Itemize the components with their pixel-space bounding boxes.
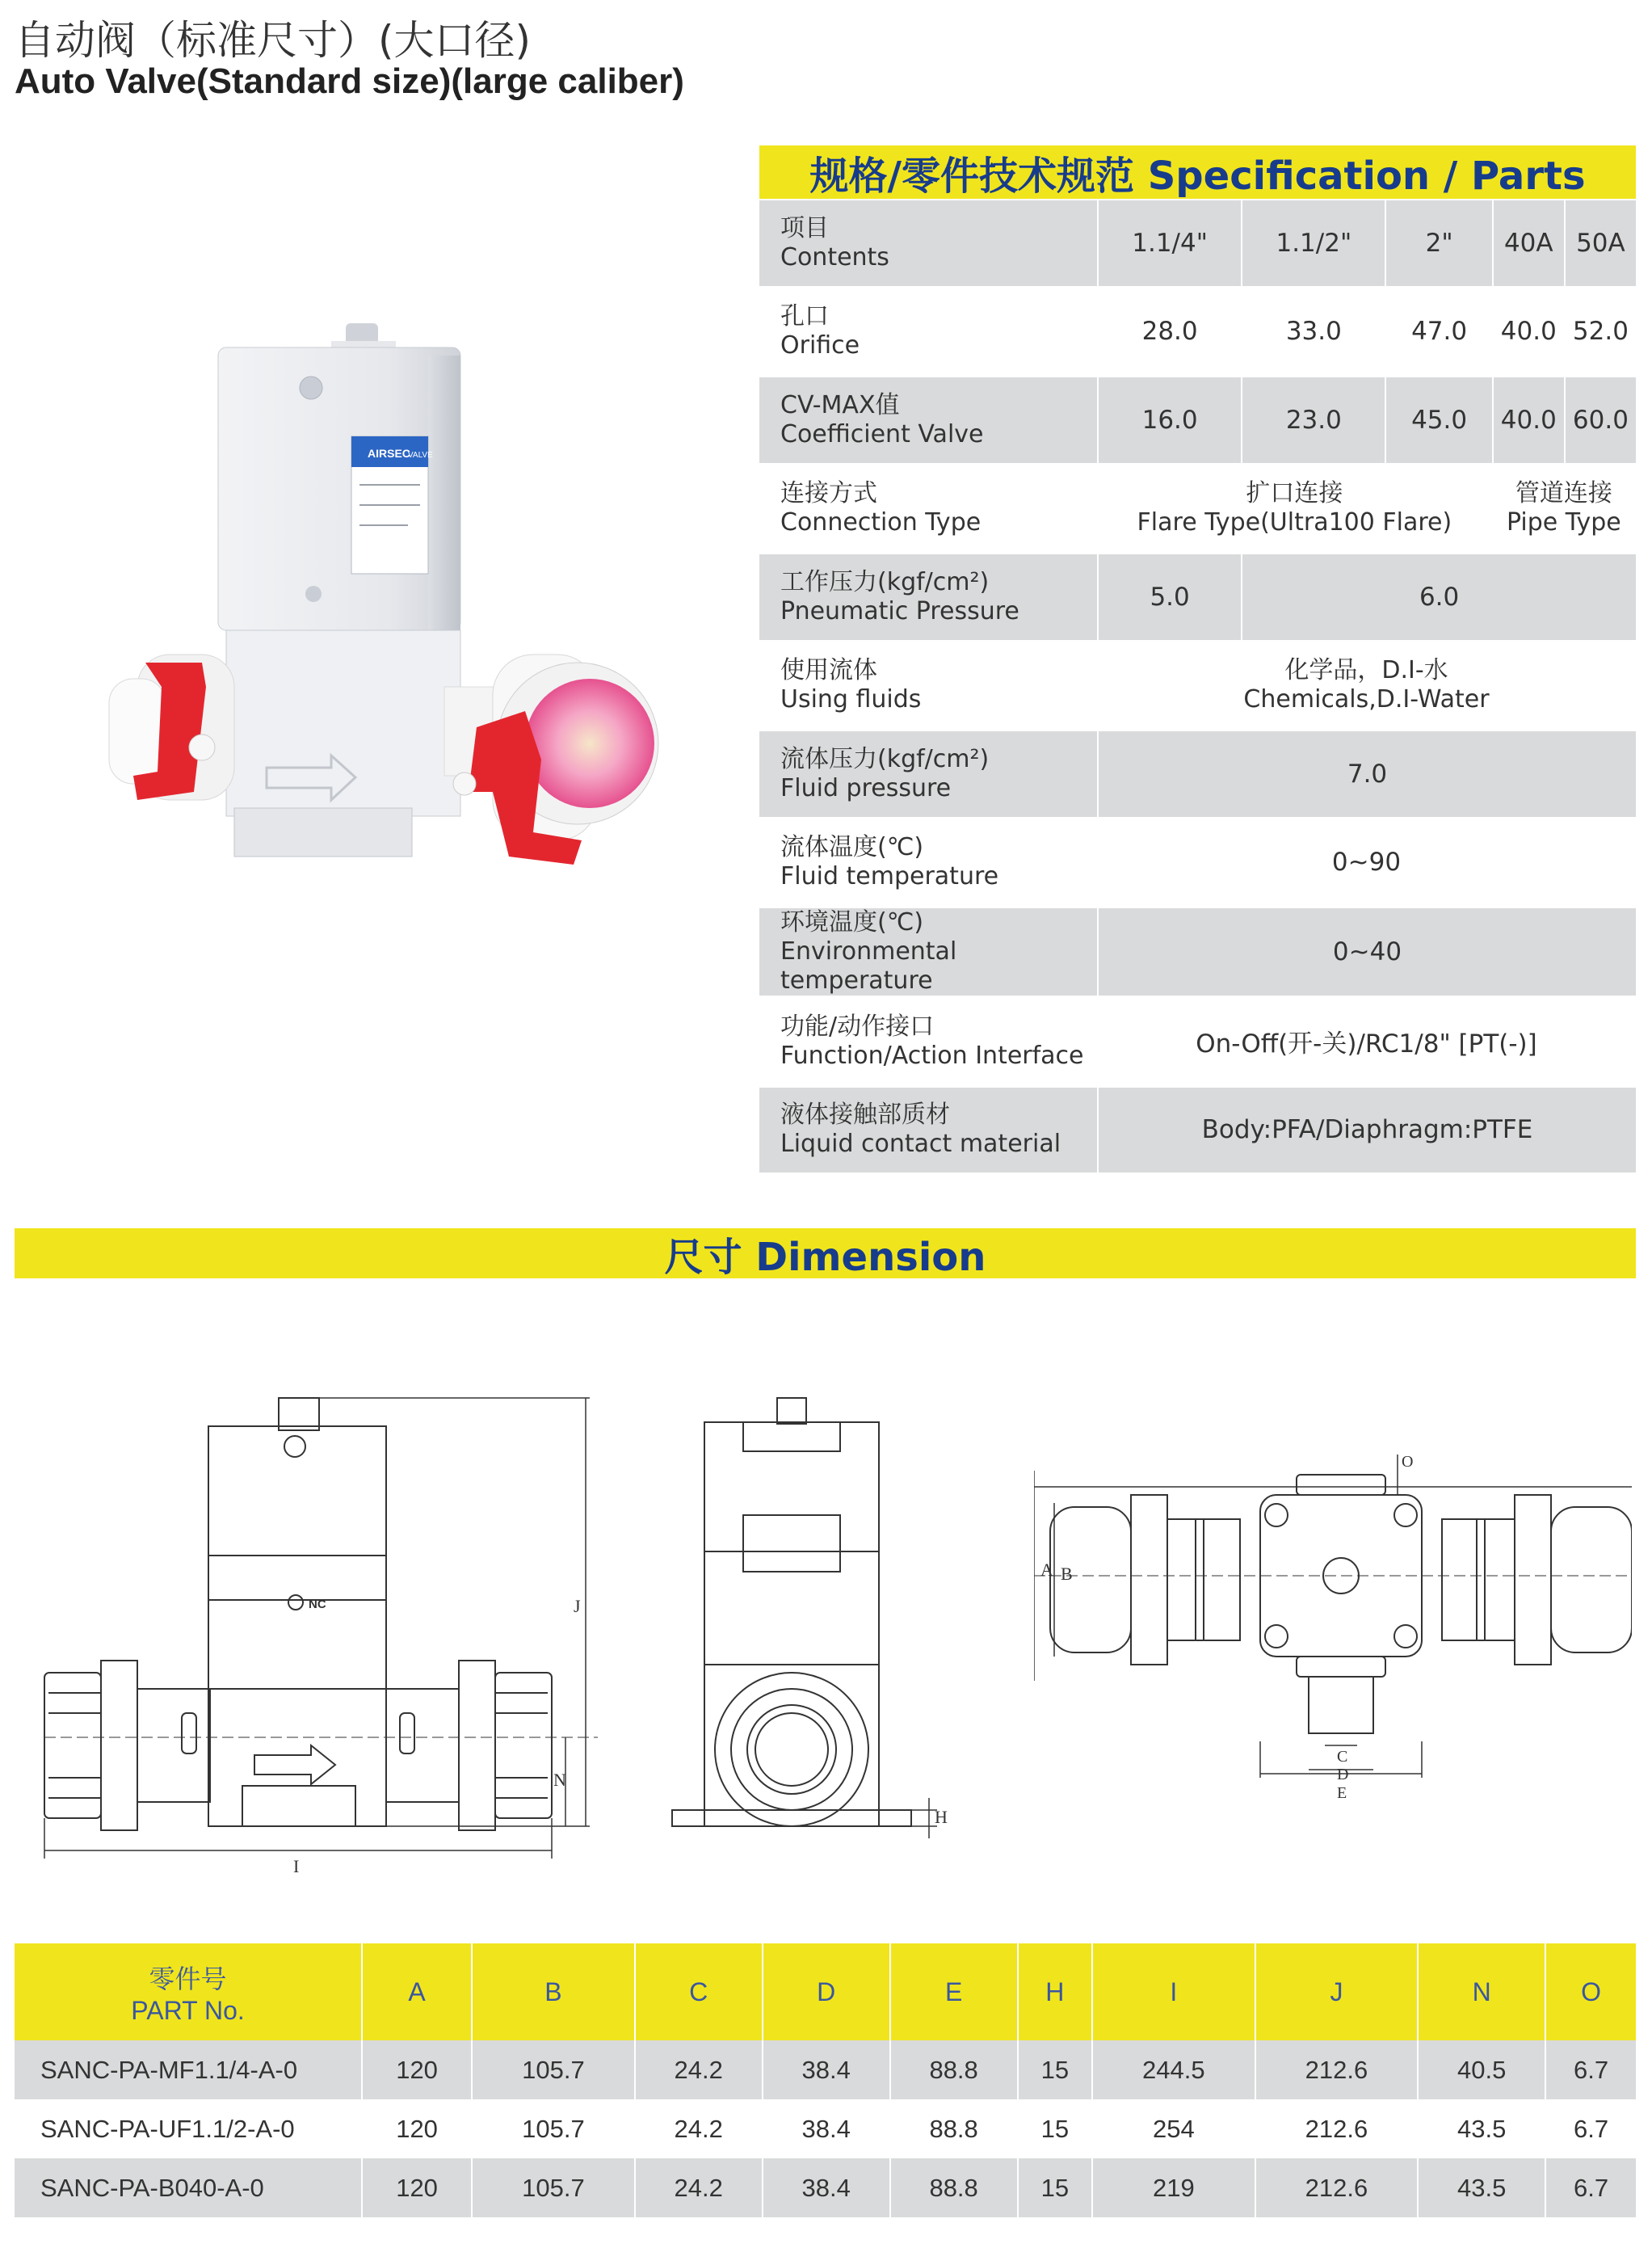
table-row — [15, 2040, 1636, 2099]
table-cell: 38.4 — [763, 2158, 890, 2217]
table-cell: 244.5 — [1092, 2040, 1255, 2099]
table-cell: 88.8 — [890, 2099, 1018, 2158]
spec-cell: 6.0 — [1241, 554, 1636, 643]
spec-label-cn: 功能/动作接口 — [780, 1012, 935, 1041]
spec-cell: 60.0 — [1564, 377, 1636, 466]
table-cell: 24.2 — [635, 2099, 763, 2158]
table-cell: 6.7 — [1545, 2040, 1636, 2099]
spec-label — [759, 289, 1097, 378]
spec-row-env-temp — [759, 908, 1636, 999]
spec-cell: 0~90 — [1097, 820, 1636, 909]
spec-cell: 52.0 — [1564, 289, 1636, 378]
table-cell: 88.8 — [890, 2040, 1018, 2099]
parts-header-col: E — [890, 1943, 1018, 2040]
spec-cell: 7.0 — [1097, 731, 1636, 820]
spec-label-en: Using fluids — [780, 685, 922, 714]
spec-cell: 5.0 — [1097, 554, 1241, 643]
spec-label-cn: 液体接触部质材 — [780, 1101, 950, 1130]
spec-label-cn: CV-MAX值 — [780, 390, 900, 419]
table-cell: 212.6 — [1255, 2099, 1419, 2158]
parts-header-col: D — [763, 1943, 890, 2040]
spec-label-cn: 孔口 — [780, 302, 829, 331]
spec-label — [759, 908, 1097, 999]
spec-cell: 40.0 — [1492, 289, 1564, 378]
part-number: SANC-PA-MF1.1/4-A-0 — [15, 2040, 362, 2099]
spec-heading: 规格/零件技术规范 Specification / Parts — [759, 145, 1636, 199]
spec-label-en: Environmental temperature — [780, 937, 957, 995]
spec-label-cn: 流体压力(kgf/cm²) — [780, 744, 990, 773]
spec-cell: 40A — [1492, 200, 1564, 289]
table-row — [15, 2099, 1636, 2158]
nc-label: NC — [309, 1598, 326, 1611]
spec-cell — [1097, 643, 1636, 732]
parts-header-col: O — [1545, 1943, 1636, 2040]
spec-label-en: Orifice — [780, 331, 860, 360]
spec-label-cn: 连接方式 — [780, 479, 877, 508]
parts-header-part — [15, 1943, 362, 2040]
photo-brand-label: AIRSEC — [368, 447, 410, 460]
top-view-drawing — [1034, 1325, 1632, 1875]
table-cell: 105.7 — [472, 2099, 635, 2158]
dim-label-I: I — [293, 1856, 300, 1875]
table-cell: 88.8 — [890, 2158, 1018, 2217]
part-number: SANC-PA-B040-A-0 — [15, 2158, 362, 2217]
spec-label-en: Liquid contact material — [780, 1130, 1061, 1159]
spec-value-en: Pipe Type — [1507, 508, 1621, 537]
spec-cell: 0~40 — [1097, 908, 1636, 999]
spec-label — [759, 1088, 1097, 1177]
spec-row-pneumatic — [759, 554, 1636, 643]
parts-header-cn: 零件号 — [149, 1963, 227, 1994]
spec-value-cn: 化学品，D.I-水 — [1284, 656, 1448, 685]
spec-cell: 2" — [1385, 200, 1491, 289]
product-photo — [89, 307, 703, 921]
spec-cell: 40.0 — [1492, 377, 1564, 466]
table-cell: 38.4 — [763, 2099, 890, 2158]
spec-value-cn: 管道连接 — [1515, 479, 1612, 508]
table-cell: 6.7 — [1545, 2099, 1636, 2158]
table-cell: 43.5 — [1418, 2099, 1545, 2158]
spec-label-en: Fluid temperature — [780, 862, 999, 891]
dim-label-O: O — [1402, 1453, 1414, 1471]
spec-cell: 1.1/4" — [1097, 200, 1241, 289]
spec-cell: 50A — [1564, 200, 1636, 289]
table-cell: 219 — [1092, 2158, 1255, 2217]
spec-table — [759, 200, 1636, 1176]
spec-label — [759, 466, 1097, 555]
part-number: SANC-PA-UF1.1/2-A-0 — [40, 2114, 295, 2143]
spec-label-en: Function/Action Interface — [780, 1041, 1084, 1070]
spec-label-cn: 环境温度(℃) — [780, 908, 924, 937]
table-cell: 15 — [1018, 2158, 1092, 2217]
spec-cell: On-Off(开-关)/RC1/8" [PT(-)] — [1097, 999, 1636, 1088]
dim-label-A: A — [1040, 1560, 1053, 1580]
table-cell: 24.2 — [635, 2158, 763, 2217]
table-cell: 212.6 — [1255, 2040, 1419, 2099]
dim-label-J: J — [574, 1596, 581, 1616]
table-cell: 105.7 — [472, 2040, 635, 2099]
spec-label-en: Fluid pressure — [780, 773, 952, 802]
spec-label — [759, 643, 1097, 732]
spec-row-connection — [759, 466, 1636, 555]
spec-row-fluid-pressure — [759, 731, 1636, 820]
spec-cell: 23.0 — [1241, 377, 1385, 466]
table-cell: 254 — [1092, 2099, 1255, 2158]
table-cell: 38.4 — [763, 2040, 890, 2099]
table-cell: 43.5 — [1418, 2158, 1545, 2217]
spec-label — [759, 200, 1097, 289]
table-cell: 24.2 — [635, 2040, 763, 2099]
dim-label-E: E — [1337, 1784, 1347, 1802]
spec-cell: 47.0 — [1385, 289, 1491, 378]
spec-label-cn: 工作压力(kgf/cm²) — [780, 567, 990, 596]
spec-label-cn: 项目 — [780, 213, 829, 242]
spec-value-cn: 扩口连接 — [1246, 479, 1343, 508]
parts-header-en: PART No. — [131, 1995, 245, 2025]
page-title-en: Auto Valve(Standard size)(large caliber) — [15, 61, 684, 101]
spec-row-fluids — [759, 643, 1636, 732]
parts-header-col: H — [1018, 1943, 1092, 2040]
spec-row-material — [759, 1088, 1636, 1177]
table-row — [15, 2158, 1636, 2217]
spec-label — [759, 554, 1097, 643]
table-cell: 6.7 — [1545, 2158, 1636, 2217]
dimension-heading: 尺寸 Dimension — [15, 1228, 1636, 1278]
spec-cell — [1097, 466, 1492, 555]
table-cell: 212.6 — [1255, 2158, 1419, 2217]
spec-row-contents — [759, 200, 1636, 289]
spec-label-en: Contents — [780, 242, 889, 272]
spec-label — [759, 731, 1097, 820]
table-cell: 120 — [362, 2158, 472, 2217]
spec-label-en: Pneumatic Pressure — [780, 596, 1019, 625]
parts-header-col: B — [472, 1943, 635, 2040]
spec-value-en: Chemicals,D.I-Water — [1243, 685, 1490, 714]
spec-cell: Body:PFA/Diaphragm:PTFE — [1097, 1088, 1636, 1177]
table-cell: 15 — [1018, 2099, 1092, 2158]
spec-value-en: Flare Type(Ultra100 Flare) — [1137, 508, 1452, 537]
table-cell: 120 — [362, 2040, 472, 2099]
spec-label-cn: 流体温度(℃) — [780, 833, 924, 862]
parts-header-col: A — [362, 1943, 472, 2040]
page-title-cn: 自动阀（标准尺寸）(大口径) — [15, 17, 532, 64]
spec-label — [759, 377, 1097, 466]
spec-cell: 33.0 — [1241, 289, 1385, 378]
table-cell: 40.5 — [1418, 2040, 1545, 2099]
dim-label-B: B — [1061, 1564, 1073, 1584]
spec-label-cn: 使用流体 — [780, 656, 877, 685]
table-cell: 105.7 — [472, 2158, 635, 2217]
photo-brand-sub: VALVE — [408, 451, 433, 460]
parts-header-col: C — [635, 1943, 763, 2040]
dim-label-D: D — [1337, 1766, 1349, 1783]
table-cell: 15 — [1018, 2040, 1092, 2099]
spec-cell: 16.0 — [1097, 377, 1241, 466]
spec-row-cv — [759, 377, 1636, 466]
dim-label-N: N — [553, 1770, 566, 1790]
parts-header-col: I — [1092, 1943, 1255, 2040]
spec-label — [759, 999, 1097, 1088]
spec-row-function — [759, 999, 1636, 1088]
side-view-drawing — [662, 1325, 953, 1875]
dim-label-C: C — [1337, 1748, 1348, 1766]
spec-cell: 45.0 — [1385, 377, 1491, 466]
spec-row-orifice — [759, 289, 1636, 378]
dim-label-H: H — [935, 1807, 948, 1827]
parts-header-col: N — [1418, 1943, 1545, 2040]
spec-row-fluid-temp — [759, 820, 1636, 909]
spec-label-en: Connection Type — [780, 508, 982, 537]
parts-table — [15, 1943, 1636, 2217]
spec-label — [759, 820, 1097, 909]
spec-cell: 28.0 — [1097, 289, 1241, 378]
parts-header-col: J — [1255, 1943, 1419, 2040]
parts-header-row — [15, 1943, 1636, 2040]
spec-cell — [1492, 466, 1636, 555]
spec-cell: 1.1/2" — [1241, 200, 1385, 289]
spec-label-en: Coefficient Valve — [780, 419, 984, 448]
front-view-drawing — [32, 1325, 614, 1875]
table-cell: 120 — [362, 2099, 472, 2158]
